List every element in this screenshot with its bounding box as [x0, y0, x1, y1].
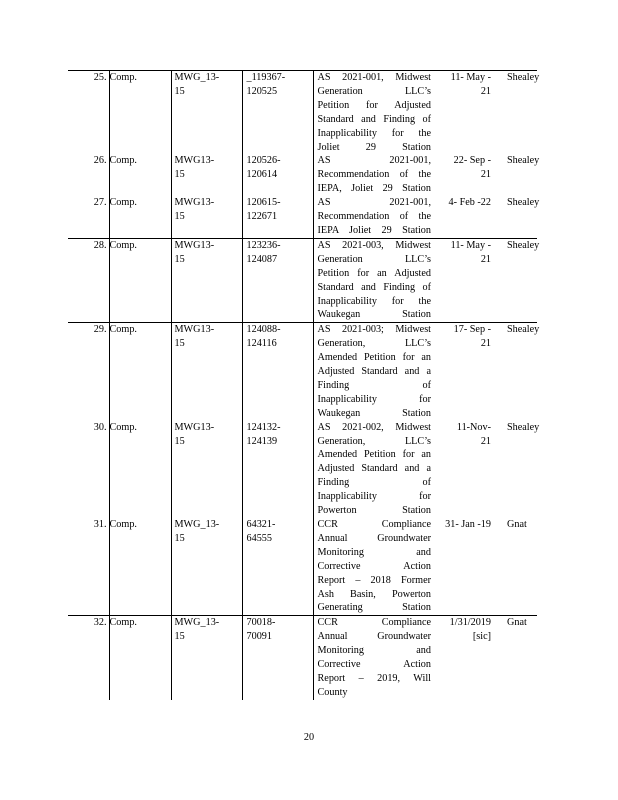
exhibit-date: 11- May - 21 — [433, 238, 493, 322]
table-row — [68, 323, 537, 421]
exhibit-type: Comp. — [109, 616, 171, 700]
exhibit-witness: Gnat — [507, 519, 527, 530]
exhibit-description: AS 2021-003; Midwest Generation, LLC’s Amended Petition for an Adjusted Standard and a Finding of Inapplicability for Waukegan Station — [313, 323, 433, 421]
exhibit-date: 11-Nov- 21 — [456, 421, 491, 447]
bates-prefix: MWG13- 15 — [171, 154, 242, 196]
exhibit-number: 29. — [68, 323, 109, 421]
page-number: 20 — [303, 732, 315, 743]
exhibit-description: AS 2021-002, Midwest Generation, LLC’s Amended Petition for an Adjusted Standard and a Finding of Inapplicability for Powerton Station — [313, 421, 433, 518]
exhibit-description: CCR Compliance Annual Groundwater Monitoring and Corrective Action Report – 2019, Will County — [313, 616, 433, 700]
bates-prefix: MWG_13- 15 — [171, 518, 242, 616]
exhibit-date: 1/31/2019 [sic] — [433, 616, 493, 700]
exhibit-date: 31- Jan -19 — [445, 519, 491, 530]
exhibit-witness: Gnat — [493, 616, 537, 700]
bates-range: 120615- 122671 — [242, 196, 313, 238]
exhibit-witness: Shealey — [507, 197, 540, 209]
bates-prefix: MWG13- 15 — [171, 238, 242, 322]
bates-prefix: MWG_13- 15 — [171, 616, 242, 700]
exhibit-date: 22- Sep - 21 — [453, 155, 491, 181]
bates-range: 64321- 64555 — [242, 518, 313, 616]
exhibit-witness: Shealey — [507, 155, 540, 167]
table-row — [68, 421, 537, 518]
exhibit-type: Comp. — [109, 421, 171, 518]
bates-prefix: MWG13- 15 — [171, 196, 242, 238]
bates-range: 123236- 124087 — [242, 238, 313, 322]
exhibit-type: Comp. — [109, 238, 171, 322]
exhibit-witness: Shealey — [493, 323, 537, 421]
exhibit-type: Comp. — [109, 518, 171, 616]
exhibit-description: AS 2021-003, Midwest Generation LLC’s Petition for an Adjusted Standard and Finding of Inapplicability for the Waukegan Station — [313, 238, 433, 322]
bates-range: 70018- 70091 — [242, 616, 313, 700]
bates-prefix: MWG_13- 15 — [171, 71, 242, 155]
exhibit-type: Comp. — [109, 154, 171, 196]
table-row — [68, 71, 537, 155]
table-row — [68, 518, 537, 616]
bates-range: _119367- 120525 — [242, 71, 313, 155]
exhibit-number: 27. — [93, 197, 107, 209]
exhibit-description: AS 2021-001, Midwest Generation LLC’s Petition for Adjusted Standard and Finding of Inapplicability for the Joliet 29 Station — [313, 71, 433, 155]
exhibit-type: Comp. — [109, 323, 171, 421]
exhibit-number: 30. — [93, 421, 107, 433]
bates-prefix: MWG13- 15 — [171, 421, 242, 518]
bates-range: 124132- 124139 — [242, 421, 313, 518]
exhibit-table-body — [68, 71, 540, 700]
table-row — [68, 616, 537, 700]
exhibit-number: 28. — [68, 238, 109, 322]
table-row — [68, 196, 537, 238]
exhibit-date: 4- Feb -22 — [448, 197, 491, 209]
exhibit-witness: Shealey — [507, 421, 540, 433]
exhibit-number: 31. — [93, 519, 107, 530]
exhibit-type: Comp. — [109, 196, 171, 238]
exhibit-type: Comp. — [109, 71, 171, 155]
bates-range: 124088- 124116 — [242, 323, 313, 421]
table-row — [68, 154, 537, 196]
bates-prefix: MWG13- 15 — [171, 323, 242, 421]
exhibit-witness: Shealey — [493, 238, 537, 322]
exhibit-description: CCR Compliance Annual Groundwater Monitoring and Corrective Action Report – 2018 Former Ash Basin, Powerton Generating Station — [313, 518, 433, 616]
exhibit-table — [68, 70, 540, 700]
exhibit-number: 25. — [68, 71, 109, 155]
bates-range: 120526- 120614 — [242, 154, 313, 196]
exhibit-description: AS 2021-001, Recommendation of the IEPA, Joliet 29 Station — [313, 154, 433, 196]
exhibit-witness: Shealey — [493, 71, 537, 155]
table-row — [68, 238, 537, 322]
exhibit-date: 17- Sep - 21 — [433, 323, 493, 421]
exhibit-number: 32. — [68, 616, 109, 700]
exhibit-date: 11- May - 21 — [433, 71, 493, 155]
exhibit-description: AS 2021-001, Recommendation of the IEPA Joliet 29 Station — [313, 196, 433, 238]
exhibit-number: 26. — [93, 155, 107, 167]
